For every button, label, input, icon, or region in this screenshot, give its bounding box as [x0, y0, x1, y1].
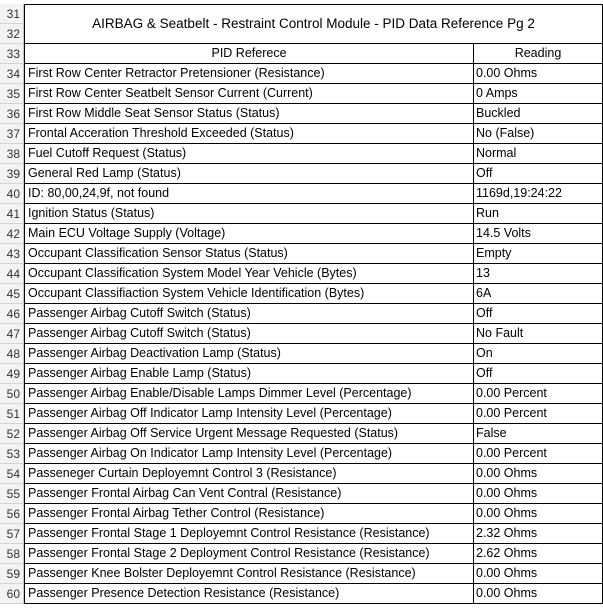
- pid-cell[interactable]: Passenger Airbag Off Indicator Lamp Intensity Level (Percentage): [24, 404, 474, 424]
- row-header[interactable]: 31: [0, 4, 24, 24]
- reading-cell[interactable]: False: [474, 424, 603, 444]
- table-row: [0, 404, 603, 424]
- reading-cell[interactable]: 0.00 Ohms: [474, 504, 603, 524]
- row-header[interactable]: 39: [0, 164, 24, 184]
- row-header[interactable]: 50: [0, 384, 24, 404]
- pid-cell[interactable]: Passenger Airbag Off Service Urgent Message Requested (Status): [24, 424, 474, 444]
- row-header[interactable]: 41: [0, 204, 24, 224]
- pid-cell[interactable]: Passeneger Curtain Deployemnt Control 3 (Resistance): [24, 464, 474, 484]
- pid-cell[interactable]: Passenger Knee Bolster Deployemnt Control Resistance (Resistance): [24, 564, 474, 584]
- sheet-title[interactable]: AIRBAG & Seatbelt - Restraint Control Module - PID Data Reference Pg 2: [24, 4, 603, 44]
- table-row: [0, 584, 603, 604]
- table-row: [0, 64, 603, 84]
- pid-cell[interactable]: Passenger Frontal Airbag Can Vent Contral (Resistance): [24, 484, 474, 504]
- row-header[interactable]: 34: [0, 64, 24, 84]
- table-row: [0, 564, 603, 584]
- table-row: [0, 384, 603, 404]
- reading-cell[interactable]: No (False): [474, 124, 603, 144]
- row-header[interactable]: 44: [0, 264, 24, 284]
- reading-cell[interactable]: 1169d,19:24:22: [474, 184, 603, 204]
- table-row: [0, 484, 603, 504]
- row-header[interactable]: 43: [0, 244, 24, 264]
- table-row: [0, 224, 603, 244]
- reading-cell[interactable]: 0.00 Ohms: [474, 584, 603, 604]
- pid-cell[interactable]: Passenger Frontal Airbag Tether Control (Resistance): [24, 504, 474, 524]
- table-row: [0, 124, 603, 144]
- table-row: [0, 144, 603, 164]
- table-row: [0, 524, 603, 544]
- header-row: [0, 44, 603, 64]
- pid-cell[interactable]: First Row Center Retractor Pretensioner (Resistance): [24, 64, 474, 84]
- row-header[interactable]: 56: [0, 504, 24, 524]
- table-row: [0, 184, 603, 204]
- reading-cell[interactable]: 0.00 Ohms: [474, 464, 603, 484]
- row-header[interactable]: 42: [0, 224, 24, 244]
- reading-cell[interactable]: 2.32 Ohms: [474, 524, 603, 544]
- reading-cell[interactable]: On: [474, 344, 603, 364]
- row-header[interactable]: 36: [0, 104, 24, 124]
- pid-cell[interactable]: Passenger Frontal Stage 1 Deployemnt Control Resistance (Resistance): [24, 524, 474, 544]
- reading-cell[interactable]: 14.5 Volts: [474, 224, 603, 244]
- table-row: [0, 364, 603, 384]
- reading-cell[interactable]: Off: [474, 364, 603, 384]
- reading-cell[interactable]: Empty: [474, 244, 603, 264]
- table-row: [0, 84, 603, 104]
- title-block: [0, 4, 603, 44]
- pid-cell[interactable]: Passenger Frontal Stage 2 Deployment Control Resistance (Resistance): [24, 544, 474, 564]
- reading-cell[interactable]: 0.00 Percent: [474, 384, 603, 404]
- reading-cell[interactable]: Run: [474, 204, 603, 224]
- reading-cell[interactable]: 0 Amps: [474, 84, 603, 104]
- pid-cell[interactable]: Fuel Cutoff Request (Status): [24, 144, 474, 164]
- row-header[interactable]: 35: [0, 84, 24, 104]
- row-header[interactable]: 32: [0, 24, 24, 44]
- pid-cell[interactable]: First Row Middle Seat Sensor Status (Status): [24, 104, 474, 124]
- reading-cell[interactable]: 13: [474, 264, 603, 284]
- row-header[interactable]: 40: [0, 184, 24, 204]
- reading-cell[interactable]: 0.00 Percent: [474, 444, 603, 464]
- table-row: [0, 304, 603, 324]
- table-row: [0, 284, 603, 304]
- row-header[interactable]: 37: [0, 124, 24, 144]
- table-row: [0, 464, 603, 484]
- column-header-reading[interactable]: Reading: [474, 44, 603, 64]
- reading-cell[interactable]: 0.00 Ohms: [474, 564, 603, 584]
- table-row: [0, 444, 603, 464]
- table-row: [0, 264, 603, 284]
- row-header[interactable]: 47: [0, 324, 24, 344]
- reading-cell[interactable]: 6A: [474, 284, 603, 304]
- row-header[interactable]: 57: [0, 524, 24, 544]
- pid-cell[interactable]: Passenger Airbag Deactivation Lamp (Status): [24, 344, 474, 364]
- pid-cell[interactable]: Passenger Airbag Enable/Disable Lamps Dimmer Level (Percentage): [24, 384, 474, 404]
- column-header-pid[interactable]: PID Referece: [24, 44, 474, 64]
- pid-cell[interactable]: Passenger Presence Detection Resistance (Resistance): [24, 584, 474, 604]
- pid-cell[interactable]: Occupant Classification Sensor Status (Status): [24, 244, 474, 264]
- table-row: [0, 344, 603, 364]
- row-header[interactable]: 60: [0, 584, 24, 604]
- table-row: [0, 504, 603, 524]
- pid-cell[interactable]: Main ECU Voltage Supply (Voltage): [24, 224, 474, 244]
- reading-cell[interactable]: 0.00 Ohms: [474, 484, 603, 504]
- row-header[interactable]: 33: [0, 44, 24, 64]
- row-header[interactable]: 55: [0, 484, 24, 504]
- reading-cell[interactable]: Normal: [474, 144, 603, 164]
- reading-cell[interactable]: Buckled: [474, 104, 603, 124]
- pid-cell[interactable]: First Row Center Seatbelt Sensor Current (Current): [24, 84, 474, 104]
- row-header[interactable]: 49: [0, 364, 24, 384]
- table-row: [0, 424, 603, 444]
- pid-cell[interactable]: General Red Lamp (Status): [24, 164, 474, 184]
- pid-cell[interactable]: Occupant Classification System Model Year Vehicle (Bytes): [24, 264, 474, 284]
- table-row: [0, 324, 603, 344]
- pid-cell[interactable]: Passenger Airbag Enable Lamp (Status): [24, 364, 474, 384]
- pid-cell[interactable]: Passenger Airbag Cutoff Switch (Status): [24, 324, 474, 344]
- row-header[interactable]: 53: [0, 444, 24, 464]
- reading-cell[interactable]: Off: [474, 304, 603, 324]
- row-header[interactable]: 46: [0, 304, 24, 324]
- pid-cell[interactable]: Frontal Acceration Threshold Exceeded (Status): [24, 124, 474, 144]
- table-row: [0, 204, 603, 224]
- reading-cell[interactable]: No Fault: [474, 324, 603, 344]
- pid-cell[interactable]: ID: 80,00,24,9f, not found: [24, 184, 474, 204]
- row-header[interactable]: 38: [0, 144, 24, 164]
- table-row: [0, 244, 603, 264]
- row-header[interactable]: 58: [0, 544, 24, 564]
- table-row: [0, 164, 603, 184]
- reading-cell[interactable]: 0.00 Ohms: [474, 64, 603, 84]
- table-row: [0, 544, 603, 564]
- row-header[interactable]: 51: [0, 404, 24, 424]
- pid-cell[interactable]: Passenger Airbag On Indicator Lamp Intensity Level (Percentage): [24, 444, 474, 464]
- row-header[interactable]: 45: [0, 284, 24, 304]
- reading-cell[interactable]: Off: [474, 164, 603, 184]
- table-row: [0, 104, 603, 124]
- reading-cell[interactable]: 2.62 Ohms: [474, 544, 603, 564]
- row-header[interactable]: 52: [0, 424, 24, 444]
- pid-cell[interactable]: Passenger Airbag Cutoff Switch (Status): [24, 304, 474, 324]
- row-header[interactable]: 54: [0, 464, 24, 484]
- reading-cell[interactable]: 0.00 Percent: [474, 404, 603, 424]
- row-header[interactable]: 59: [0, 564, 24, 584]
- row-header[interactable]: 48: [0, 344, 24, 364]
- pid-cell[interactable]: Ignition Status (Status): [24, 204, 474, 224]
- pid-cell[interactable]: Occupant Classifiaction System Vehicle Identification (Bytes): [24, 284, 474, 304]
